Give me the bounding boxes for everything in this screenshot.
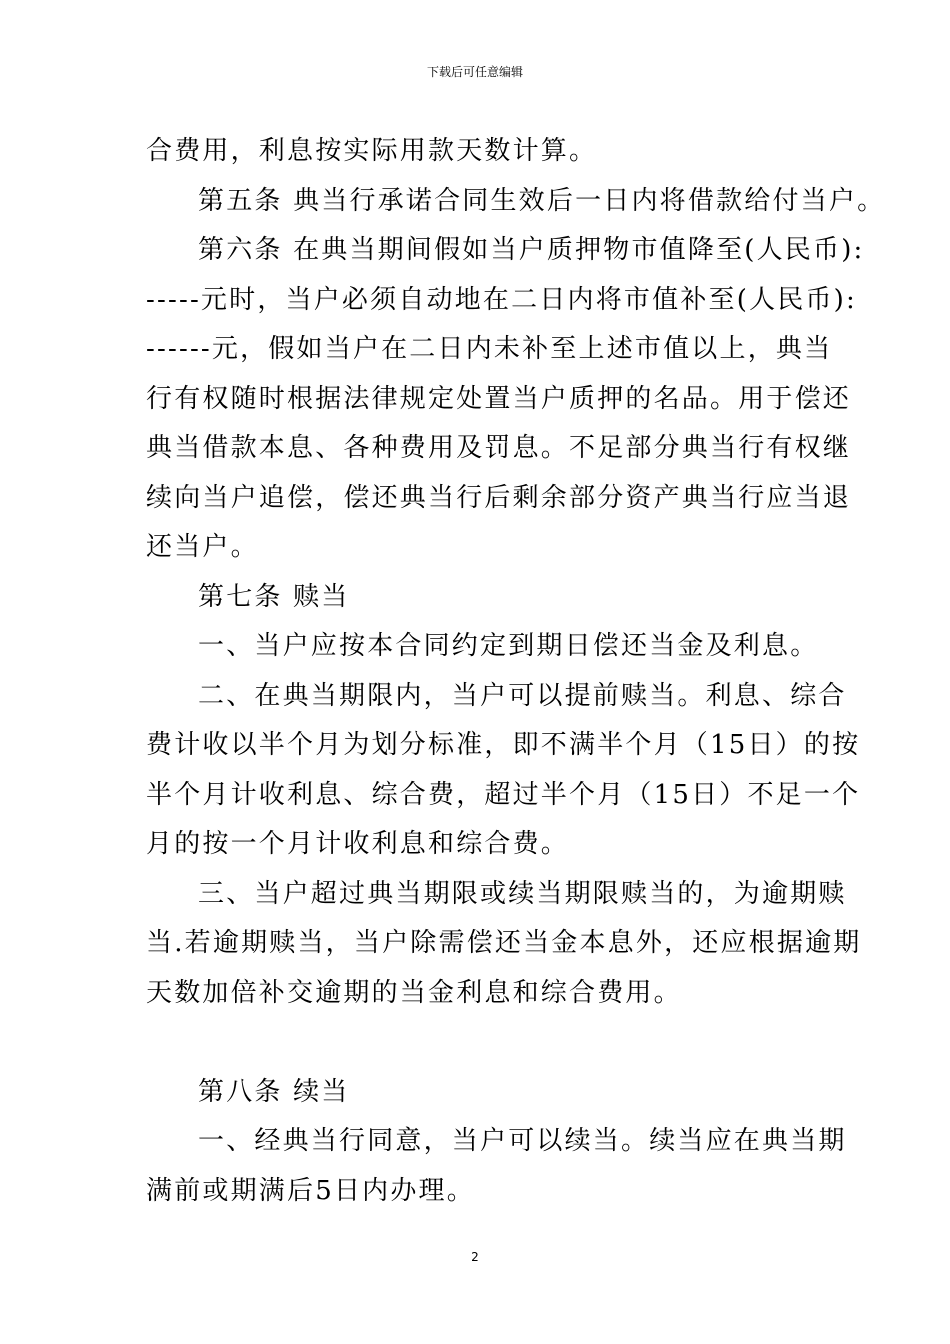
text-line: 行有权随时根据法律规定处置当户质押的名品。用于偿还	[146, 383, 852, 414]
text-line: 满前或期满后5日内办理。	[146, 1175, 475, 1206]
document-body	[146, 127, 886, 1216]
text-line: 费计收以半个月为划分标准，即不满半个月（15日）的按	[146, 730, 861, 760]
text-line: ------元，假如当户在二日内未补至上述市值以上，典当	[146, 334, 833, 364]
page-number: 2	[471, 1250, 479, 1264]
text-line: -----元时，当户必须自动地在二日内将市值补至(人民币):	[146, 284, 857, 315]
clause-line: 三、当户超过典当期限或续当期限赎当的，为逾期赎	[198, 878, 847, 909]
article-7-heading: 第七条 赎当	[198, 581, 350, 612]
article-5-line: 第五条 典当行承诺合同生效后一日内将借款给付当户。	[198, 185, 886, 216]
clause-line: 一、经典当行同意，当户可以续当。续当应在典当期	[198, 1126, 847, 1156]
text-line: 半个月计收利息、综合费，超过半个月（15日）不足一个	[146, 779, 861, 810]
text-line: 月的按一个月计收利息和综合费。	[146, 829, 570, 859]
paragraph-gap	[146, 1018, 818, 1068]
article-6-line: 第六条 在典当期间假如当户质押物市值降至(人民币):	[198, 235, 865, 265]
page-header: 下载后可任意编辑	[426, 65, 523, 79]
text-line: 续向当户追偿，偿还典当行后剩余部分资产典当行应当退	[146, 482, 852, 513]
clause-line: 二、在典当期限内，当户可以提前赎当。利息、综合	[198, 680, 847, 711]
text-line: 天数加倍补交逾期的当金利息和综合费用。	[146, 977, 682, 1008]
text-line: 合费用，利息按实际用款天数计算。	[146, 136, 598, 166]
clause-line: 一、当户应按本合同约定到期日偿还当金及利息。	[198, 631, 819, 661]
text-line: 还当户。	[146, 532, 259, 562]
text-line: 典当借款本息、各种费用及罚息。不足部分典当行有权继	[146, 433, 852, 463]
article-8-heading: 第八条 续当	[198, 1076, 350, 1107]
text-line: 当.若逾期赎当，当户除需偿还当金本息外，还应根据逾期	[146, 928, 862, 958]
